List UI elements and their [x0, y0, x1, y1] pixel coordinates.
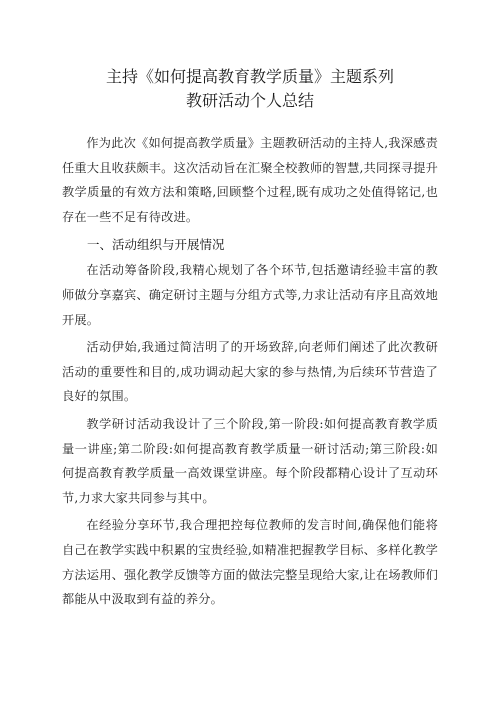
document-title-line-1: 主持《如何提高教育教学质量》主题系列: [105, 67, 394, 86]
intro-paragraph: 作为此次《如何提高教学质量》主题教研活动的主持人,我深感责任重大且收获颇丰。这次活动旨在汇聚全校教师的智慧,共同探寻提升教学质量的有效方法和策略,回顾整个过程,既有成功之处值得铭记,也存在一些不足有待改进。: [62, 136, 438, 224]
document-title-line-2: 教研活动个人总结: [185, 91, 314, 110]
paragraph-experience-sharing: 在经验分享环节,我合理把控每位教师的发言时间,确保他们能将自己在教学实践中积累的宝贵经验,如精准把握教学目标、多样化教学方法运用、强化教学反馈等方面的做法完整呈现给大家,让在场教师们都能从中汲取到有益的养分。: [62, 518, 438, 607]
section-heading-1: 一、活动组织与开展情况: [87, 237, 225, 253]
paragraph-preparation: 在活动筹备阶段,我精心规划了各个环节,包括邀请经验丰富的教师做分享嘉宾、确定研讨主题与分组方式等,力求让活动有序且高效地开展。: [62, 263, 438, 327]
paragraph-opening: 活动伊始,我通过简洁明了的开场致辞,向老师们阐述了此次教研活动的重要性和目的,成功调动起大家的参与热情,为后续环节营造了良好的氛围。: [62, 340, 438, 404]
paragraph-seminar-stages: 教学研讨活动我设计了三个阶段,第一阶段:如何提高教育教学质量一讲座;第二阶段:如何提高教育教学质量一研讨活动;第三阶段:如何提高教育教学质量一高效课堂讲座。每个阶段都精心设计了互动环节,力求大家共同参与其中。: [62, 416, 438, 505]
document-body: [62, 131, 438, 612]
